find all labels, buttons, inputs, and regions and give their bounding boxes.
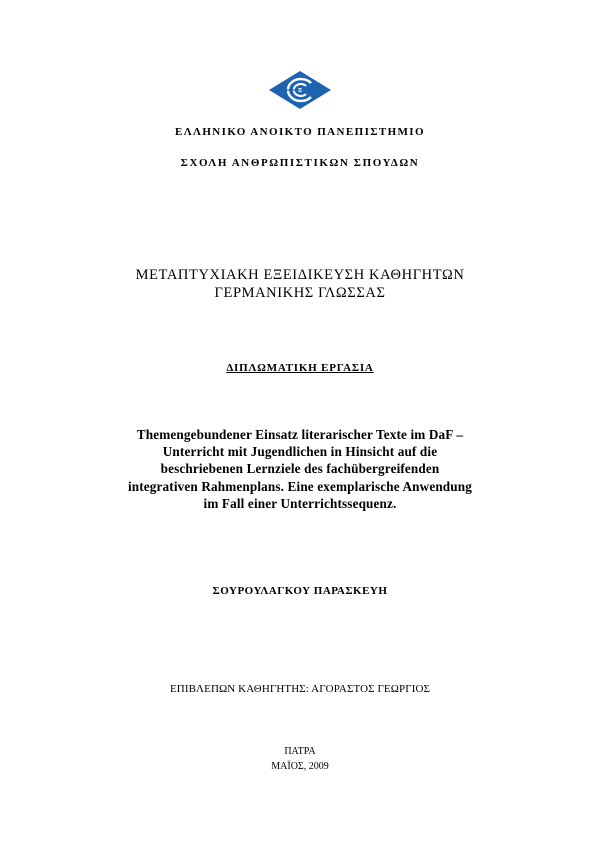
date: ΜΑΪΟΣ, 2009	[271, 761, 329, 772]
thesis-title-line: im Fall einer Unterrichtssequenz.	[203, 495, 397, 511]
program-title-line-2: ΓΕΡΜΑΝΙΚΗΣ ΓΛΩΣΣΑΣ	[214, 285, 386, 301]
thesis-title-line: beschriebenen Lernziele des fachübergreifenden	[160, 461, 440, 477]
university-name: ΕΛΛΗΝΙΚΟ ΑΝΟΙΚΤΟ ΠΑΝΕΠΙΣΤΗΜΙΟ	[175, 126, 425, 138]
school-name: ΣΧΟΛΗ ΑΝΘΡΩΠΙΣΤΙΚΩΝ ΣΠΟΥΔΩΝ	[180, 157, 420, 169]
author-name: ΣΟΥΡΟΥΛΑΓΚΟΥ ΠΑΡΑΣΚΕΥΗ	[212, 585, 388, 597]
program-title	[0, 266, 600, 302]
thesis-type-heading	[0, 362, 600, 374]
thesis-title-line: integrativen Rahmenplans. Eine exemplarische Anwendung	[127, 478, 473, 494]
thesis-title-line: Themengebundener Einsatz literarischer Texte im DaF –	[136, 427, 464, 442]
thesis-title-line: Unterricht mit Jugendlichen in Hinsicht auf die	[162, 444, 438, 460]
thesis-type-label: ΔΙΠΛΩΜΑΤΙΚΗ ΕΡΓΑΣΙΑ	[226, 362, 374, 374]
thesis-title	[0, 426, 600, 512]
university-logo-icon	[268, 70, 332, 110]
program-title-line-1: ΜΕΤΑΠΤΥΧΙΑΚΗ ΕΞΕΙΔΙΚΕΥΣΗ ΚΑΘΗΓΗΤΩΝ	[135, 267, 465, 283]
supervisor-line: ΕΠΙΒΛΕΠΩΝ ΚΑΘΗΓΗΤΗΣ: ΑΓΟΡΑΣΤΟΣ ΓΕΩΡΓΙΟΣ	[169, 683, 431, 695]
place: ΠΑΤΡΑ	[284, 746, 316, 757]
